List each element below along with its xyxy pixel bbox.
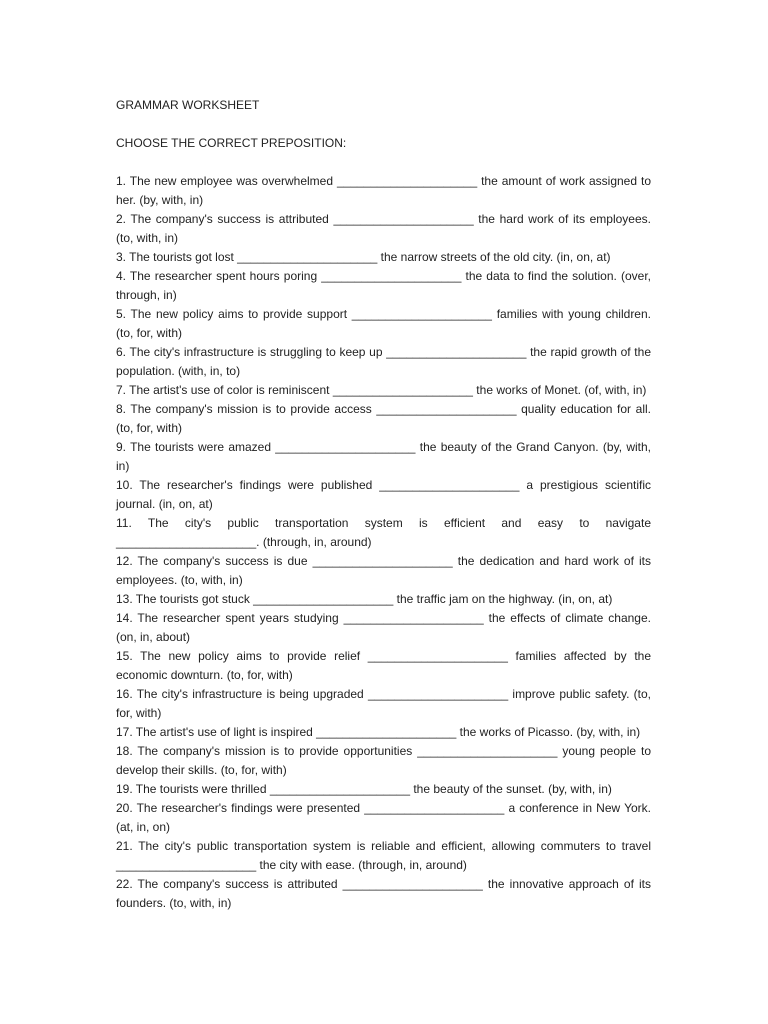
question-item: 4. The researcher spent hours poring _____________________ the data to find the solution. (over, through, in) [116, 269, 651, 302]
question-item: 17. The artist's use of light is inspired _____________________ the works of Picasso. (by, with, in) [116, 725, 641, 739]
question-item: 16. The city's infrastructure is being upgraded _____________________ improve public safety. (to, for, with) [116, 687, 651, 720]
question-item: 14. The researcher spent years studying _____________________ the effects of climate change. (on, in, about) [116, 611, 651, 644]
question-item: 10. The researcher's findings were published _____________________ a prestigious scientific journal. (in, on, at) [116, 478, 651, 511]
question-item: 3. The tourists got lost _____________________ the narrow streets of the old city. (in, on, at) [116, 250, 611, 264]
question-item: 18. The company's mission is to provide opportunities _____________________ young people to develop their skills. (to, for, with) [116, 744, 651, 777]
blank-line [116, 153, 651, 172]
question-item: 9. The tourists were amazed _____________________ the beauty of the Grand Canyon. (by, with, in) [116, 440, 651, 473]
question-item: 22. The company's success is attributed _____________________ the innovative approach of its founders. (to, with, in) [116, 877, 651, 910]
question-item: 11. The city's public transportation system is efficient and easy to navigate _____________________. (through, in, around) [116, 516, 651, 549]
page-title: GRAMMAR WORKSHEET [116, 98, 260, 112]
blank-line [116, 115, 651, 134]
instruction-heading: CHOOSE THE CORRECT PREPOSITION: [116, 136, 347, 150]
question-item: 2. The company's success is attributed _____________________ the hard work of its employees. (to, with, in) [116, 212, 651, 245]
question-item: 19. The tourists were thrilled _____________________ the beauty of the sunset. (by, with, in) [116, 782, 612, 796]
question-item: 6. The city's infrastructure is struggling to keep up _____________________ the rapid growth of the population. (with, in, to) [116, 345, 651, 378]
question-item: 15. The new policy aims to provide relief _____________________ families affected by the economic downturn. (to, for, with) [116, 649, 651, 682]
question-item: 1. The new employee was overwhelmed _____________________ the amount of work assigned to her. (by, with, in) [116, 174, 651, 207]
question-item: 12. The company's success is due _____________________ the dedication and hard work of its employees. (to, with, in) [116, 554, 651, 587]
question-item: 20. The researcher's findings were presented _____________________ a conference in New York. (at, in, on) [116, 801, 651, 834]
question-item: 8. The company's mission is to provide access _____________________ quality education for all. (to, for, with) [116, 402, 651, 435]
question-item: 5. The new policy aims to provide support _____________________ families with young children. (to, for, with) [116, 307, 651, 340]
question-list [116, 172, 651, 913]
question-item: 7. The artist's use of color is reminiscent _____________________ the works of Monet. (of, with, in) [116, 383, 647, 397]
question-item: 21. The city's public transportation system is reliable and efficient, allowing commuters to travel _____________________ the city with ease. (through, in, around) [116, 839, 651, 872]
question-item: 13. The tourists got stuck _____________________ the traffic jam on the highway. (in, on, at) [116, 592, 613, 606]
worksheet-body [116, 96, 651, 913]
